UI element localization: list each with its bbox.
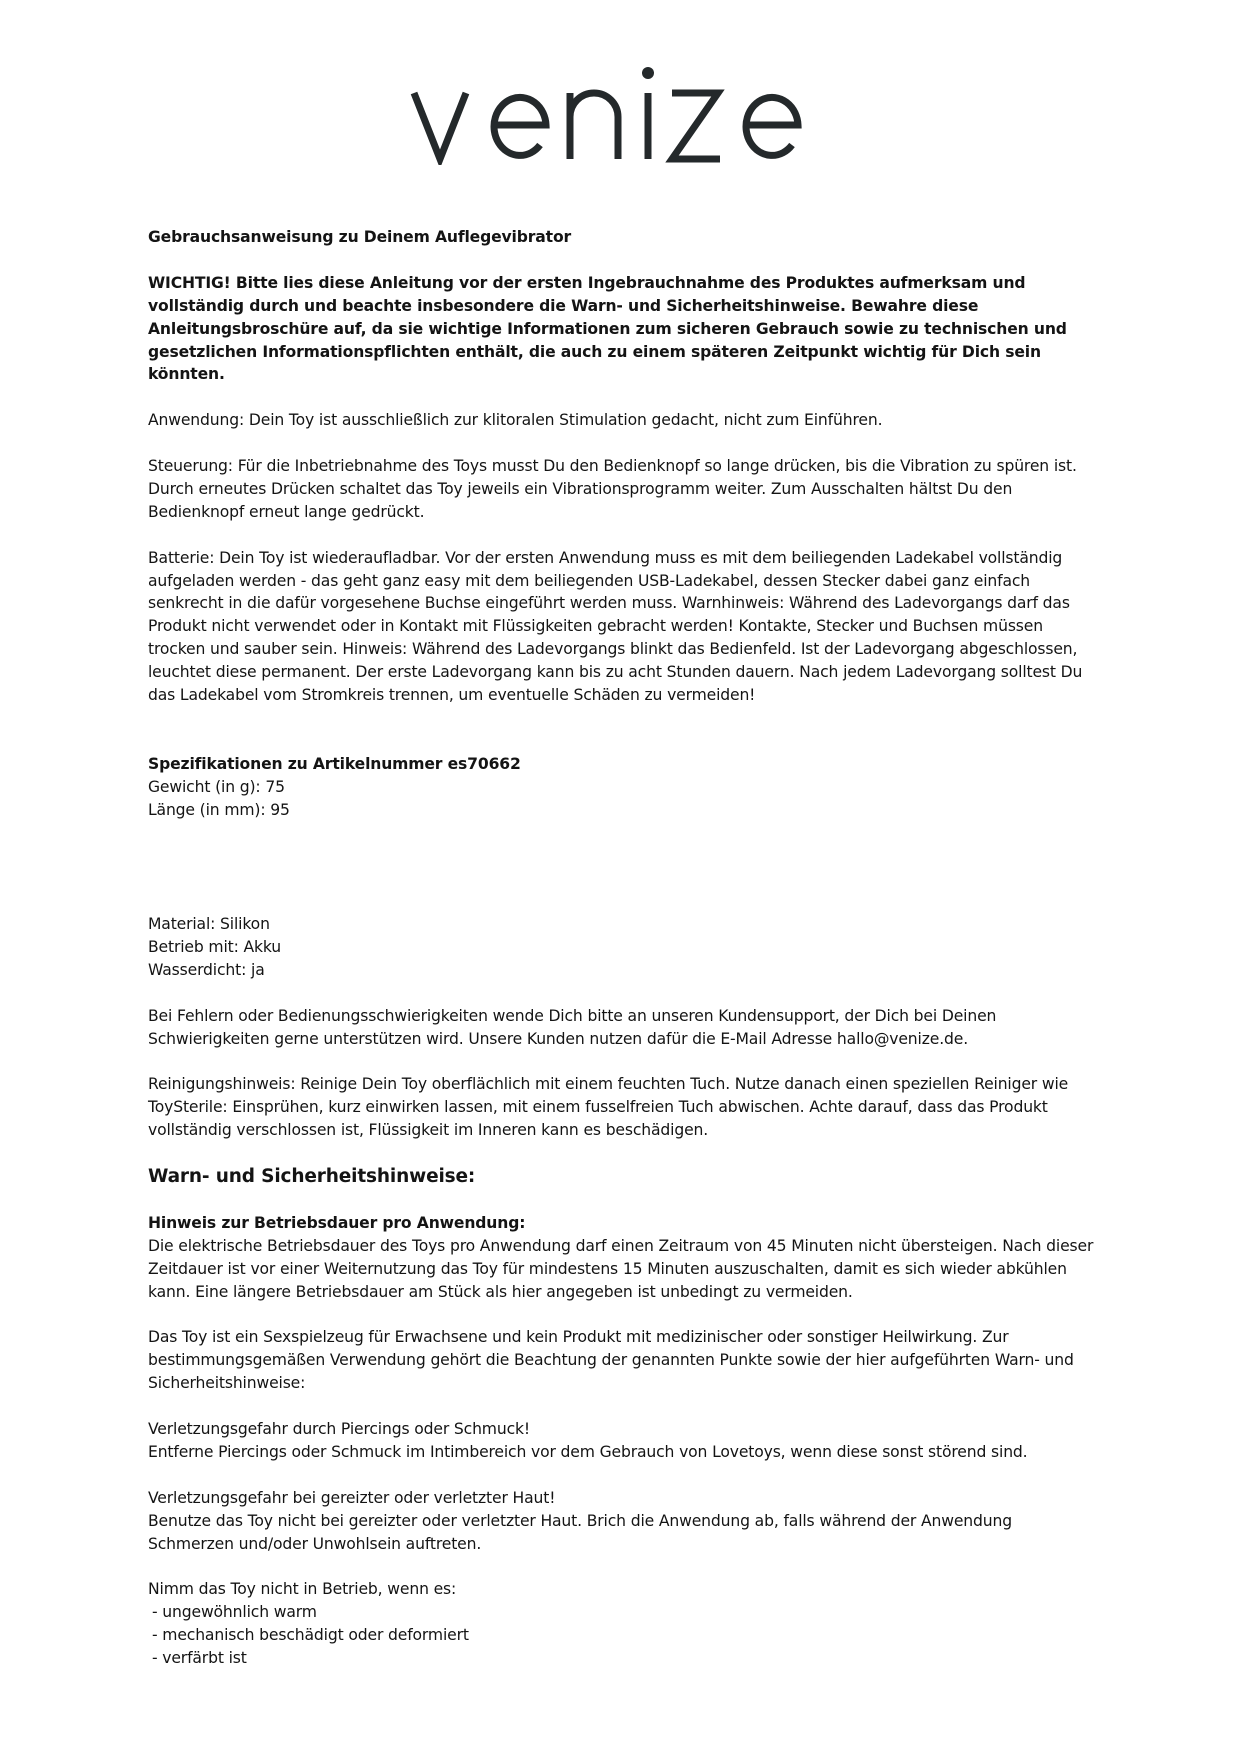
sexspielzeug-paragraph: Das Toy ist ein Sexspielzeug für Erwachsene und kein Produkt mit medizinischer oder sonstiger Heilwirkung. Zur bestimmungsgemäßen Verwendung gehört die Beachtung der genannten Punkte sowie der hier aufgeführten Warn- und Sicherheitshinweise: (148, 1328, 1074, 1393)
reinigung-paragraph: Reinigungshinweis: Reinige Dein Toy oberflächlich mit einem feuchten Tuch. Nutze danach einen speziellen Reiniger wie ToySterile: Einsprühen, kurz einwirken lassen, mit einem fusselfreien Tuch abwischen. Achte darauf, dass das Produkt vollständig verschlossen ist, Flüssigkeit im Inneren kann es beschädigen. (148, 1075, 1069, 1140)
anwendung-paragraph: Anwendung: Dein Toy ist ausschließlich zur klitoralen Stimulation gedacht, nicht zum Einführen. (148, 411, 883, 430)
piercing-warning-title: Verletzungsgefahr durch Piercings oder Schmuck! (148, 1420, 530, 1439)
steuerung-paragraph: Steuerung: Für die Inbetriebnahme des Toys musst Du den Bedienknopf so lange drücken, bis die Vibration zu spüren ist. Durch erneutes Drücken schaltet das Toy jeweils ein Vibrationsprogramm weiter. Zum Ausschalten hältst Du den Bedienknopf erneut lange gedrückt. (148, 457, 1077, 521)
venize-logo (0, 55, 1240, 185)
instruction-document (148, 226, 1098, 1670)
spec-material: Material: Silikon (148, 915, 270, 934)
document-title: Gebrauchsanweisung zu Deinem Auflegevibrator (148, 228, 572, 246)
list-item: - verfärbt ist (152, 1649, 247, 1668)
important-notice: WICHTIG! Bitte lies diese Anleitung vor der ersten Ingebrauchnahme des Produktes aufmerksam und vollständig durch und beachte insbesondere die Warn- und Sicherheitshinweise. Bewahre diese Anleitungsbroschüre auf, da sie wichtige Informationen zum sicheren Gebrauch sowie zu technischen und gesetzlichen Informationspflichten enthält, die auch zu einem späteren Zeitpunkt wichtig für Dich sein könnten. (148, 273, 1067, 384)
haut-warning-text: Benutze das Toy nicht bei gereizter oder verletzter Haut. Brich die Anwendung ab, falls während der Anwendung Schmerzen und/oder Unwohlsein auftreten. (148, 1511, 1012, 1553)
specs-heading: Spezifikationen zu Artikelnummer es70662 (148, 754, 521, 773)
support-paragraph: Bei Fehlern oder Bedienungsschwierigkeiten wende Dich bitte an unseren Kundensupport, der Dich bei Deinen Schwierigkeiten gerne unterstützen wird. Unsere Kunden nutzen dafür die E-Mail Adresse hallo@venize.de. (148, 1006, 997, 1048)
spec-wasserdicht: Wasserdicht: ja (148, 960, 265, 979)
spec-betrieb: Betrieb mit: Akku (148, 937, 282, 956)
betrieb-intro: Nimm das Toy nicht in Betrieb, wenn es: (148, 1580, 457, 1599)
spec-laenge: Länge (in mm): 95 (148, 800, 290, 819)
betriebsdauer-heading: Hinweis zur Betriebsdauer pro Anwendung: (148, 1213, 526, 1232)
batterie-paragraph: Batterie: Dein Toy ist wiederaufladbar. Vor der ersten Anwendung muss es mit dem beiliegenden Ladekabel vollständig aufgeladen werden - das geht ganz easy mit dem beiliegenden USB-Ladekabel, dessen Stecker dabei ganz einfach senkrecht in die dafür vorgesehene Buchse eingeführt werden muss. Warnhinweis: Während des Ladevorgangs darf das Produkt nicht verwendet oder in Kontakt mit Flüssigkeiten gebracht werden! Kontakte, Stecker und Buchsen müssen trocken und sauber sein. Hinweis: Während des Ladevorgangs blinkt das Bedienfeld. Ist der Ladevorgang abgeschlossen, leuchtet diese permanent. Der erste Ladevorgang kann bis zu acht Stunden dauern. Nach jedem Ladevorgang solltest Du das Ladekabel vom Stromkreis trennen, um eventuelle Schäden zu vermeiden! (148, 548, 1083, 705)
piercing-warning-text: Entferne Piercings oder Schmuck im Intimbereich vor dem Gebrauch von Lovetoys, wenn diese sonst störend sind. (148, 1442, 1028, 1461)
list-item: - ungewöhnlich warm (152, 1603, 317, 1622)
haut-warning-title: Verletzungsgefahr bei gereizter oder verletzter Haut! (148, 1488, 556, 1507)
warn-heading: Warn- und Sicherheitshinweise: (148, 1166, 476, 1187)
betriebsdauer-text: Die elektrische Betriebsdauer des Toys pro Anwendung darf einen Zeitraum von 45 Minuten nicht übersteigen. Nach dieser Zeitdauer ist vor einer Weiternutzung das Toy für mindestens 15 Minuten auszuschalten, damit es sich wieder abkühlen kann. Eine längere Betriebsdauer am Stück als hier angegeben ist unbedingt zu vermeiden. (148, 1236, 1094, 1301)
spec-gewicht: Gewicht (in g): 75 (148, 777, 285, 796)
list-item: - mechanisch beschädigt oder deformiert (152, 1626, 469, 1645)
venize-logo-mark (410, 55, 830, 165)
